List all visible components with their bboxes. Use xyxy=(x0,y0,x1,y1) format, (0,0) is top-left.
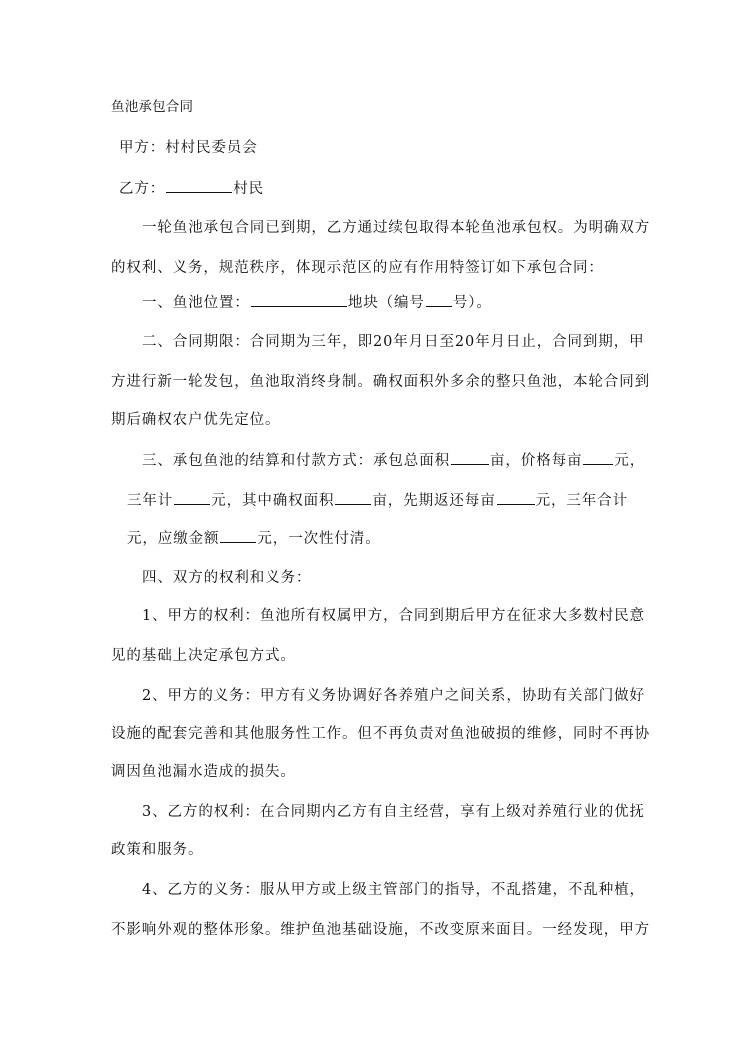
section-3-line-3 xyxy=(127,528,381,549)
section-1-suffix: 号）。 xyxy=(452,295,492,311)
section-3-part-a: 三、承包鱼池的结算和付款方式：承包总面积 xyxy=(142,453,450,469)
amount-due-blank xyxy=(220,528,256,543)
party-a-line: 甲方：村村民委员会 xyxy=(119,140,258,156)
refund-per-mu-blank xyxy=(497,490,535,505)
plot-number-blank xyxy=(426,292,452,307)
section-1-prefix: 一、鱼池位置： xyxy=(142,295,250,311)
section-2-line-2: 方进行新一轮发包，鱼池取消终身制。确权面积外多余的整只鱼池，本轮合同到 xyxy=(111,374,650,390)
party-b-line xyxy=(119,178,264,199)
section-2-line-3: 期后确权农户优先定位。 xyxy=(111,412,281,428)
section-3-part-g: 元，三年合计 xyxy=(535,493,629,509)
right-1-line-1: 1、甲方的权利：鱼池所有权属甲方，合同到期后甲方在征求大多数村民意 xyxy=(142,608,645,624)
confirmed-area-blank xyxy=(335,490,371,505)
total-area-blank xyxy=(451,450,489,465)
section-3-part-c: 元， xyxy=(614,453,646,469)
right-2-line-1: 2、甲方的义务：甲方有义务协调好各养殖户之间关系，协助有关部门做好 xyxy=(142,688,645,704)
section-1-line xyxy=(142,292,492,313)
party-b-suffix: 村民 xyxy=(233,181,265,197)
three-year-total-blank xyxy=(174,490,210,505)
right-2-line-3: 调因鱼池漏水造成的损失。 xyxy=(111,764,296,780)
section-3-part-i: 元，一次性付清。 xyxy=(257,531,381,547)
right-1-line-2: 见的基础上决定承包方式。 xyxy=(111,648,296,664)
section-2-line-1: 二、合同期限：合同期为三年，即20年月日至20年月日止，合同到期，甲 xyxy=(142,334,645,350)
section-3-line-2 xyxy=(127,490,628,511)
section-3-part-f: 亩，先期返还每亩 xyxy=(372,493,496,509)
right-4-line-2: 不影响外观的整体形象。维护鱼池基础设施，不改变原来面目。一经发现，甲方 xyxy=(111,922,650,938)
section-3-line-1 xyxy=(142,450,645,471)
party-b-prefix: 乙方： xyxy=(119,181,166,197)
section-4-heading: 四、双方的权利和义务： xyxy=(142,570,312,586)
right-4-line-1: 4、乙方的义务：服从甲方或上级主管部门的指导，不乱搭建，不乱种植， xyxy=(142,882,645,898)
plot-location-blank xyxy=(251,292,347,307)
intro-line-2: 的权利、义务，规范秩序，体现示范区的应有作用特签订如下承包合同： xyxy=(111,260,604,276)
intro-line-1: 一轮鱼池承包合同已到期，乙方通过续包取得本轮鱼池承包权。为明确双方 xyxy=(142,220,651,236)
party-b-name-blank xyxy=(166,178,232,193)
section-3-part-d: 三年计 xyxy=(127,493,174,509)
right-3-line-1: 3、乙方的权利：在合同期内乙方有自主经营，享有上级对养殖行业的优抚 xyxy=(142,804,645,820)
right-3-line-2: 政策和服务。 xyxy=(111,842,204,858)
section-3-part-e: 元，其中确权面积 xyxy=(211,493,335,509)
section-3-part-b: 亩，价格每亩 xyxy=(490,453,583,469)
document-title: 鱼池承包合同 xyxy=(111,99,194,115)
section-1-mid: 地块（编号 xyxy=(347,295,425,311)
right-2-line-2: 设施的配套完善和其他服务性工作。但不再负责对鱼池破损的维修，同时不再协 xyxy=(111,726,650,742)
section-3-part-h: 元，应缴金额 xyxy=(127,531,220,547)
price-per-mu-blank xyxy=(583,450,613,465)
